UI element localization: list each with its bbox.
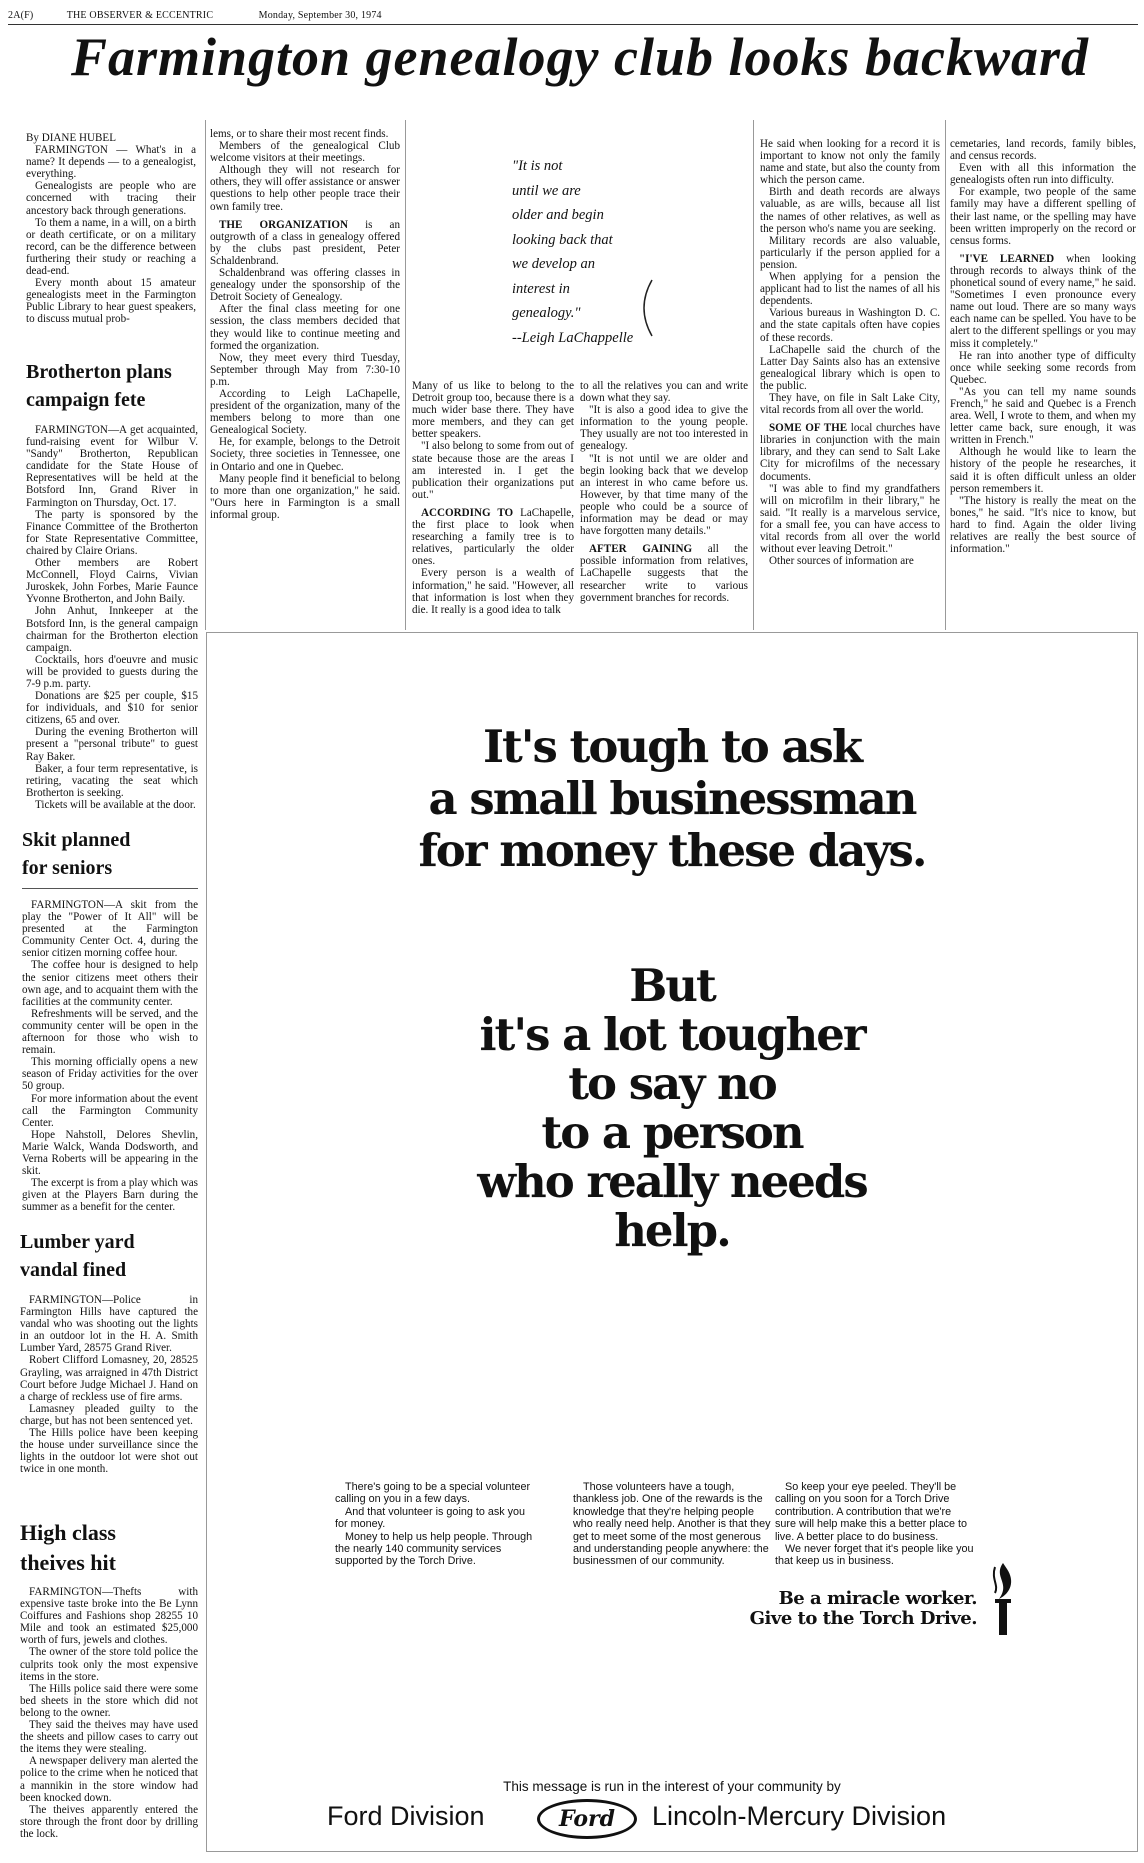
ad-headline-1: It's tough to ask a small businessman for money these days.: [418, 720, 926, 877]
story-paragraph: Many people find it beneficial to belong to more than one organization," he said. "Ours here in Farmington is a small informal group.: [210, 472, 400, 521]
story-paragraph: To them a name, in a will, on a birth or death certificate, or on a military record, can be the difference between furthering their study or reaching a dead-end.: [26, 216, 196, 278]
folio-rule: [8, 24, 1138, 25]
story-paragraph: Other sources of information are: [769, 555, 914, 568]
pull-quote-line: "It is not: [512, 158, 563, 174]
pull-quote-line: looking back that: [512, 231, 613, 248]
ad-footer-message: This message is run in the interest of your community by: [503, 1779, 841, 1794]
story-paragraph: Members of the genealogical Club welcome visitors at their meetings.: [210, 140, 400, 165]
paper-name: THE OBSERVER & ECCENTRIC: [66, 10, 214, 21]
story-subhead: THE ORGANIZATION: [219, 218, 349, 231]
story-paragraph: Now, they meet every third Tuesday, September through May from 7:30-10 p.m.: [210, 351, 400, 388]
story-column-1: [26, 128, 196, 358]
ford-division-label: Ford Division: [327, 1801, 485, 1831]
brief-rule: [22, 888, 198, 889]
column-divider: [945, 120, 946, 630]
ad-body-column-2: Those volunteers have a tough, thankless job. One of the rewards is the knowledge that they're helping people who really need help. Another is that they get to meet some of the most generous and understanding people anywhere: the businessmen of our community.: [573, 1481, 771, 1568]
story-column-6: [950, 138, 1136, 628]
story-paragraph: Genealogists are people who are concerned with tracing their ancestory back through generations.: [26, 180, 196, 217]
story-paragraph: Various bureaus in Washington D. C. and the state capitals often have copies of these records.: [760, 307, 940, 344]
story-subhead: SOME OF THE: [769, 422, 848, 435]
story-paragraph: LaChapelle said the church of the Latter Day Saints also has an extensive genealogical library which is open to the public.: [760, 343, 940, 392]
story-paragraph: "I'VE LEARNED when looking through records to always think of the phonetical sound of every name," he said. "Sometimes I even pronounce every name out loud. There are so many ways each name can be spelled. You have to be alert to the different spellings or you may miss it completely.": [950, 252, 1136, 350]
story-paragraph: THE ORGANIZATION is an outgrowth of a class in genealogy offered by the clubs past president, Peter Schaldenbrand.: [210, 218, 400, 267]
story-paragraph: Every month about 15 amateur genealogists meet in the Farmington Public Library to hear guest speakers, to discuss mutual prob-: [26, 277, 196, 326]
pull-quote-line: interest in: [512, 280, 570, 297]
brief-paragraph: They said the theives may have used the sheets and pillow cases to carry out the items they were stealing.: [20, 1719, 198, 1756]
brief-paragraph: John Anhut, Innkeeper at the Botsford Inn, is the general campaign chairman for the Brotherton election campaign.: [26, 605, 198, 654]
brief-paragraph: This morning officially opens a new season of Friday activities for the over 50 group.: [22, 1056, 198, 1093]
brief-title: Lumber yard vandal fined: [20, 1231, 135, 1281]
brief-paragraph: The owner of the store told police the culprits took only the most expensive items in the store.: [20, 1646, 198, 1683]
story-paragraph: FARMINGTON — What's in a name? It depends — to a genealogist, everything.: [26, 144, 196, 181]
brief-title: Brotherton plans campaign fete: [26, 361, 172, 411]
story-column-3: [412, 380, 574, 630]
brief-paragraph: FARMINGTON—Thefts with expensive taste broke into the Be Lynn Coiffures and Fashions shop 28255 10 Mile and took an estimated $25,000 worth of furs, jewels and clothes.: [20, 1586, 198, 1647]
story-column-4: [580, 380, 748, 630]
story-paragraph: ACCORDING TO LaChapelle, the first place to look when researching a family tree is to relatives, particularly the older ones.: [412, 506, 574, 568]
byline: By DIANE HUBEL: [26, 132, 116, 144]
page-number: 2A(F): [8, 10, 34, 21]
pull-quote-line: we develop an: [512, 256, 595, 272]
ad-tagline: Be a miracle worker. Give to the Torch Drive.: [749, 1588, 977, 1629]
story-paragraph: He, for example, belongs to the Detroit Society, three societies in Tennessee, one in Ontario and one in Quebec.: [210, 436, 400, 473]
story-paragraph: AFTER GAINING all the possible information from relatives, LaChapelle suggests that the researcher write to various government branches for records.: [580, 543, 748, 604]
story-paragraph: He said when looking for a record it is important to know not only the family name and state, but also the county from which the person came.: [760, 138, 940, 187]
story-paragraph: "The history is really the meat on the bones," he said. "It's nice to know, but hard to find. Again the older living relatives are really the best source of information.": [950, 494, 1136, 556]
brief-paragraph: A newspaper delivery man alerted the police to the crime when he noticed that a mannikin in the store window had been knocked down.: [20, 1755, 198, 1804]
brief-paragraph: The Hills police have been keeping the house under surveillance since the lights in the outdoor lot were shot out twice in one month.: [20, 1427, 198, 1476]
story-subhead: "I'VE LEARNED: [959, 252, 1055, 265]
brief-skit: [22, 826, 198, 1226]
brief-brotherton: [26, 358, 198, 878]
story-paragraph: SOME OF THE local churches have libraries in conjunction with the main library, and they can send to Salt Lake City for microfilms of the necessary documents.: [760, 422, 940, 483]
column-divider: [753, 120, 754, 630]
issue-date: Monday, September 30, 1974: [258, 10, 382, 21]
story-column-2: [210, 128, 400, 628]
brief-paragraph: FARMINGTON—Police in Farmington Hills have captured the vandal who was shooting out the lights in an outdoor lot in the H. A. Smith Lumber Yard, 28575 Grand River.: [20, 1294, 198, 1355]
ad-body-column-3: So keep your eye peeled. They'll be calling on you soon for a Torch Drive contribution. A contribution that we're sure will help make this a better place to live. A better place to do business. We never forget that it's people like you that keep us in business.: [775, 1481, 974, 1568]
story-paragraph: After the final class meeting for one session, the class members decided that they would like to continue meeting and formed the organization.: [210, 303, 400, 352]
brief-paragraph: FARMINGTON—A get acquainted, fund-raising event for Wilbur V. "Sandy" Brotherton, Republican candidate for the State House of Representatives will be held at the Botsford Inn, Grand River in Farmington on Thursday, Oct. 17.: [26, 424, 198, 509]
story-paragraph: "I also belong to some from out of state because those are the areas I am interested in. I get the publication their organizations put out.": [412, 440, 574, 501]
brief-lumber: [20, 1228, 198, 1518]
brief-paragraph: Baker, a four term representative, is retiring, vacating the seat which Brotherton is seeking.: [26, 762, 198, 799]
story-paragraph: Birth and death records are always valuable, as are wills, because all list the names of other relatives, as well as the person who's name you are seeking.: [760, 186, 940, 235]
story-paragraph: to all the relatives you can and write down what they say.: [580, 380, 748, 405]
column-divider: [205, 120, 206, 630]
story-paragraph: "I was able to find my grandfathers will on microfilm in their library," he said. "It really is a marvelous service, for a small fee, you can have access to vital records from all over the world without ever leaving Detroit.": [760, 482, 940, 556]
story-paragraph: According to Leigh LaChapelle, president of the organization, many of the members belong to more than one Genealogical Society.: [210, 387, 400, 437]
story-paragraph: "It is not until we are older and begin looking back that we develop an interest in who came before us. However, by that time many of the people who could be a source of information may be dead or may have forgotten many details.": [580, 452, 748, 538]
story-paragraph: They have, on file in Salt Lake City, vital records from all over the world.: [760, 391, 940, 417]
brief-paragraph: The Hills police said there were some bed sheets in the store which did not belong to the owner.: [20, 1682, 198, 1719]
story-paragraph: Every person is a wealth of information," he said. "However, all that information is lost when they die. It really is a good idea to talk: [412, 567, 574, 616]
brief-paragraph: For more information about the event call the Farmington Community Center.: [22, 1092, 198, 1129]
story-paragraph: "As you can tell my name sounds French," he said and Quebec is a French area. Well, I wrote to them, and when my letter came back, sure enough, it was written in French.": [950, 385, 1136, 447]
story-paragraph: When applying for a pension the applicant had to list the names of all his dependents.: [760, 271, 940, 308]
pull-quote-line: older and begin: [512, 207, 604, 223]
story-paragraph: cemetaries, land records, family bibles, and census records.: [950, 138, 1136, 163]
brief-paragraph: The coffee hour is designed to help the senior citizens meet others their own age, and to acquaint them with the facilities at the community center.: [22, 959, 198, 1008]
pull-quote-line: until we are: [512, 182, 581, 199]
ford-logo: Ford: [537, 1799, 637, 1839]
main-headline: Farmington genealogy club looks backward: [70, 27, 1090, 87]
torch-drive-ad: [206, 632, 1138, 1852]
brief-theives: [20, 1518, 198, 1858]
brief-paragraph: During the evening Brotherton will present a "personal tribute" to guest Ray Baker.: [26, 726, 198, 763]
lincoln-mercury-division-label: Lincoln-Mercury Division: [652, 1801, 947, 1831]
brief-paragraph: The excerpt is from a play which was given at the Players Barn during the summer as a benefit for the center.: [22, 1177, 198, 1214]
story-subhead: AFTER GAINING: [589, 543, 693, 556]
brief-paragraph: FARMINGTON—A skit from the play the "Power of It All" will be presented at the Farmington Community Center Oct. 4, during the senior citizen morning coffee hour.: [22, 899, 198, 960]
story-subhead: ACCORDING TO: [421, 506, 514, 519]
ad-headline-2: But it's a lot tougher to say no to a person who really needs help.: [477, 959, 867, 1257]
page-folio: [8, 10, 382, 21]
story-paragraph: For example, two people of the same family may have a different spelling of their last name, or the spelling may have been written improperly on the record or census forms.: [950, 186, 1136, 247]
brief-title: Skit planned for seniors: [22, 829, 131, 879]
story-paragraph: He ran into another type of difficulty once while seeking some records from Quebec.: [950, 349, 1136, 386]
story-column-5: [760, 138, 940, 628]
story-paragraph: Many of us like to belong to the Detroit group too, because there is a much wider base there. They have more members, and they can get better speakers.: [412, 380, 574, 441]
brief-paragraph: Hope Nahstoll, Delores Shevlin, Marie Walck, Wanda Dodsworth, and Verna Roberts will be appearing in the skit.: [22, 1128, 198, 1178]
story-paragraph: "It is also a good idea to give the information to the young people. They usually are not too interested in genealogy.: [580, 404, 748, 453]
torch-icon: [985, 1559, 1021, 1641]
brief-paragraph: Robert Clifford Lomasney, 20, 28525 Grayling, was arraigned in 47th District Court before Judge Michael J. Hand on a charge of reckless use of fire arms.: [20, 1354, 198, 1403]
pull-quote-attribution: --Leigh LaChappelle: [512, 329, 634, 346]
ad-body-column-1: There's going to be a special volunteer calling on you in a few days. And that volunteer is going to ask you for money. Money to help us help people. Through the nearly 140 community services supported by the Torch Drive.: [335, 1481, 533, 1568]
brief-paragraph: Other members are Robert McConnell, Floyd Cairns, Vivian Juroskek, John Forbes, Marie Faunce Yvonne Brotherton, and John Baily.: [26, 557, 198, 606]
brief-paragraph: Tickets will be available at the door.: [35, 798, 196, 811]
story-paragraph: Although they will not research for others, they will offer assistance or answer questions to help other people trace their own family tree.: [210, 164, 400, 213]
brief-paragraph: Cocktails, hors d'oeuvre and music will be provided to guests during the 7-9 p.m. party.: [26, 653, 198, 690]
brief-paragraph: The theives apparently entered the store through the front door by drilling the lock.: [20, 1803, 198, 1840]
story-paragraph: Even with all this information the genealogists often run into difficulty.: [950, 162, 1136, 187]
brief-paragraph: Refreshments will be served, and the community center will be open in the afternoon for those who wish to remain.: [22, 1007, 198, 1057]
brief-title: High class theives hit: [20, 1520, 116, 1575]
pull-quote-bracket: [630, 276, 660, 340]
brief-paragraph: The party is sponsored by the Finance Committee of the Brotherton for State Representative Committee, chaired by Claire Orians.: [26, 508, 198, 557]
story-paragraph: Schaldenbrand was offering classes in genealogy under the sponsorship of the Detroit Society of Genealogy.: [210, 267, 400, 304]
story-paragraph: lems, or to share their most recent finds.: [210, 128, 389, 140]
story-paragraph: Although he would like to learn the history of the people he researches, it said it is often difficult unless an older person remembers it.: [950, 446, 1136, 495]
pull-quote-line: genealogy.": [512, 305, 581, 321]
story-paragraph: Military records are also valuable, particularly if the person applied for a pension.: [760, 234, 940, 271]
brief-paragraph: Lamasney pleaded guilty to the charge, but has not been sentenced yet.: [20, 1402, 198, 1427]
column-divider: [405, 120, 406, 630]
brief-paragraph: Donations are $25 per couple, $15 for individuals, and $10 for senior citizens, 65 and over.: [26, 690, 198, 727]
